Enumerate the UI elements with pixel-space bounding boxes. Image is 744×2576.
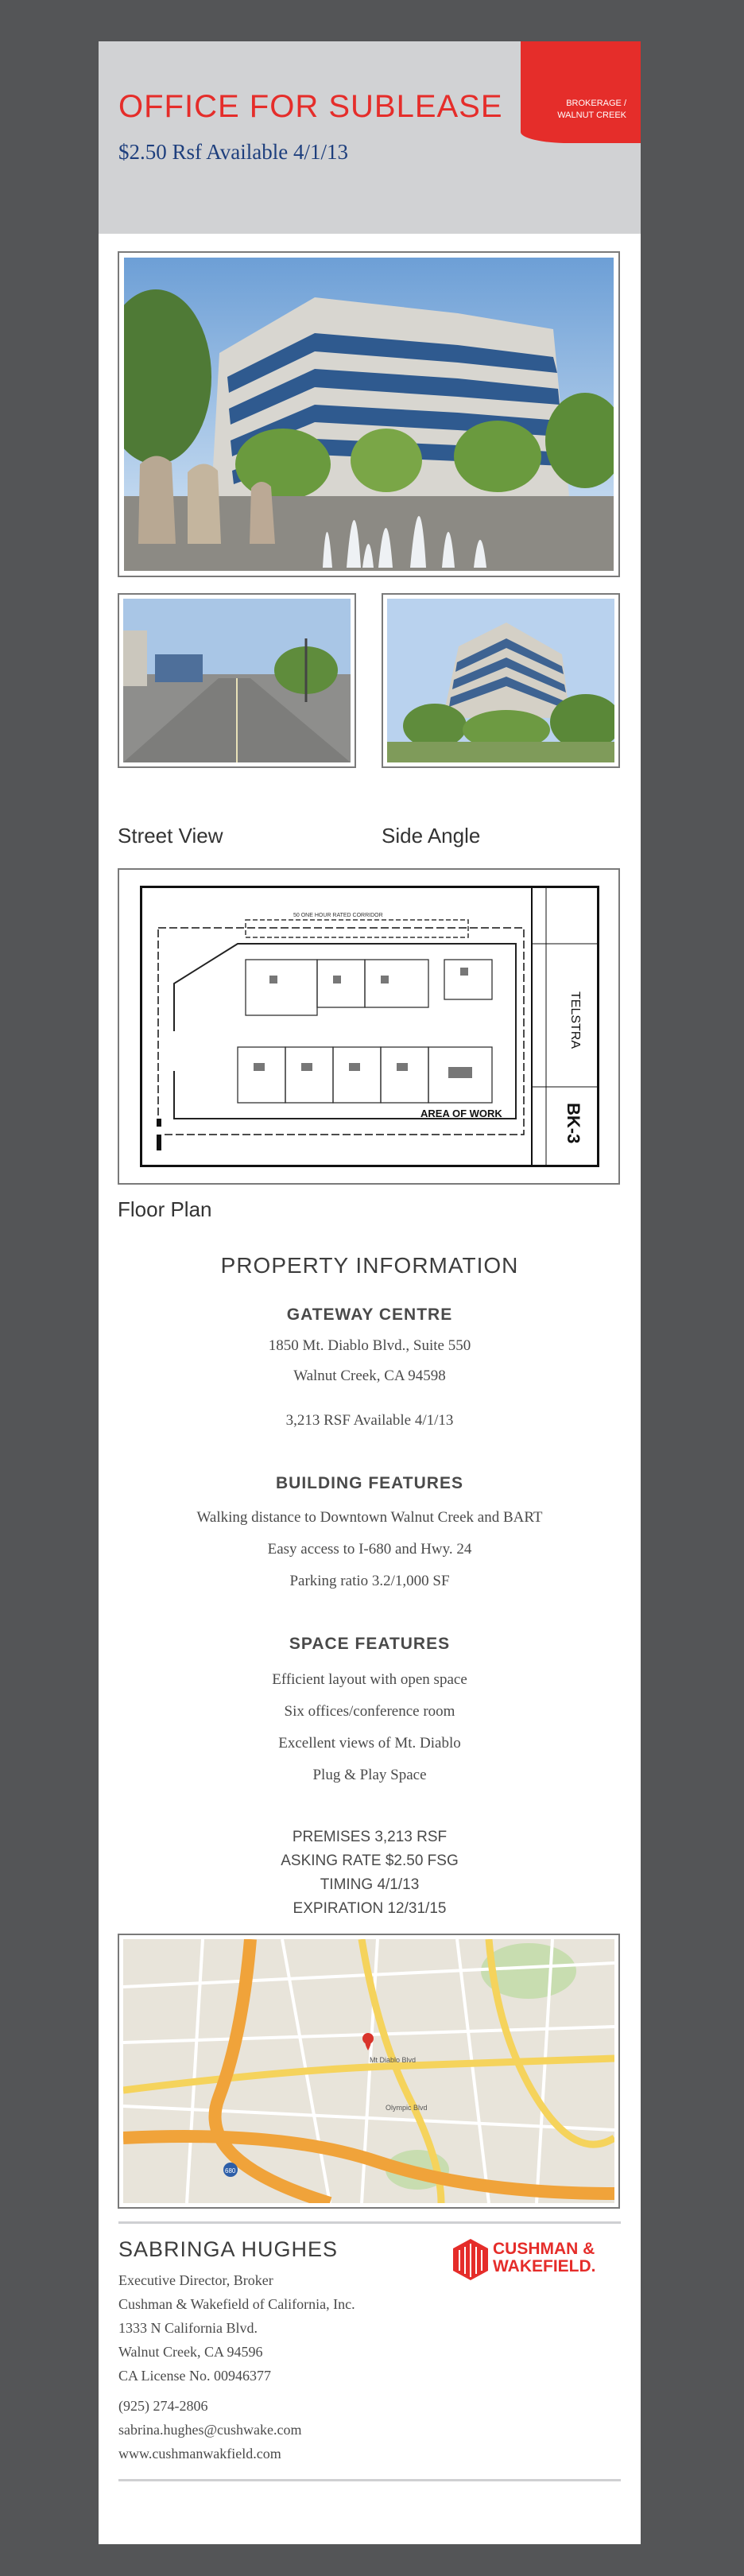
terms-timing: TIMING 4/1/13 — [320, 1876, 420, 1893]
property-info-title: PROPERTY INFORMATION — [220, 1253, 519, 1278]
street-view-caption: Street View — [118, 824, 223, 848]
main-photo-frame — [118, 251, 620, 577]
building-feature-item: Easy access to I-680 and Hwy. 24 — [267, 1541, 472, 1558]
floor-plan-frame — [118, 868, 620, 1185]
building-photo — [124, 258, 614, 571]
agent-street: 1333 N California Blvd. — [118, 2320, 258, 2336]
address-line-1: 1850 Mt. Diablo Blvd., Suite 550 — [268, 1337, 471, 1354]
agent-name: SABRINGA HUGHES — [118, 2237, 339, 2261]
price-subtitle: $2.50 Rsf Available 4/1/13 — [118, 140, 348, 164]
logo-mark-icon — [453, 2239, 488, 2280]
building-features-title: BUILDING FEATURES — [276, 1474, 463, 1492]
street-view-photo — [123, 599, 351, 762]
area-of-work-label: AREA OF WORK — [420, 1108, 502, 1119]
agent-city: Walnut Creek, CA 94596 — [118, 2344, 263, 2360]
space-feature-item: Plug & Play Space — [312, 1767, 427, 1783]
space-feature-item: Six offices/conference room — [284, 1703, 455, 1720]
map-street-label: Mt Diablo Blvd — [370, 2056, 417, 2064]
tag-line-2: WALNUT CREEK — [557, 111, 626, 120]
logo-line-1: CUSHMAN & — [493, 2240, 595, 2258]
agent-email-link[interactable]: sabrina.hughes@cushwake.com — [118, 2422, 302, 2438]
floor-plan-caption: Floor Plan — [118, 1197, 212, 1221]
agent-license: CA License No. 00946377 — [118, 2368, 271, 2384]
address-line-2: Walnut Creek, CA 94598 — [293, 1368, 446, 1384]
building-feature-item: Walking distance to Downtown Walnut Creek and BART — [196, 1509, 543, 1526]
agent-phone[interactable]: (925) 274-2806 — [118, 2398, 208, 2414]
page-title: OFFICE FOR SUBLEASE — [118, 89, 503, 124]
terms-premises: PREMISES 3,213 RSF — [292, 1829, 448, 1845]
corridor-label: 50 ONE HOUR RATED CORRIDOR — [293, 913, 383, 918]
cushman-wakefield-logo — [453, 2237, 620, 2282]
highway-label: 680 — [225, 2167, 236, 2174]
terms-rate: ASKING RATE $2.50 FSG — [281, 1852, 459, 1869]
available-line: 3,213 RSF Available 4/1/13 — [285, 1412, 454, 1429]
footer-divider — [118, 2479, 621, 2481]
side-angle-caption: Side Angle — [382, 824, 481, 848]
terms-expiration: EXPIRATION 12/31/15 — [293, 1900, 447, 1917]
side-angle-frame — [382, 593, 620, 768]
tag-line-1: BROKERAGE / — [566, 99, 626, 108]
flyer-sheet — [99, 41, 641, 2544]
street-view-frame — [118, 593, 356, 768]
map-street-label: Olympic Blvd — [386, 2104, 428, 2112]
location-map[interactable] — [123, 1939, 614, 2203]
divider — [118, 2221, 621, 2224]
space-feature-item: Excellent views of Mt. Diablo — [278, 1735, 461, 1752]
header-band — [99, 41, 641, 234]
space-feature-item: Efficient layout with open space — [272, 1671, 467, 1688]
logo-line-2: WAKEFIELD. — [493, 2257, 596, 2275]
building-name: GATEWAY CENTRE — [286, 1305, 453, 1324]
agent-title: Executive Director, Broker — [118, 2272, 273, 2288]
floor-plan-project: TELSTRA — [568, 991, 582, 1049]
map-frame — [118, 1934, 620, 2209]
space-features-title: SPACE FEATURES — [289, 1635, 451, 1653]
side-angle-photo — [387, 599, 614, 762]
agent-website-link[interactable]: www.cushmanwakfield.com — [118, 2446, 281, 2462]
agent-company: Cushman & Wakefield of California, Inc. — [118, 2296, 355, 2312]
brokerage-tag — [521, 41, 641, 143]
building-feature-item: Parking ratio 3.2/1,000 SF — [289, 1573, 450, 1589]
floor-plan-sheet-no: BK-3 — [564, 1103, 583, 1144]
floor-plan-drawing — [140, 886, 599, 1167]
